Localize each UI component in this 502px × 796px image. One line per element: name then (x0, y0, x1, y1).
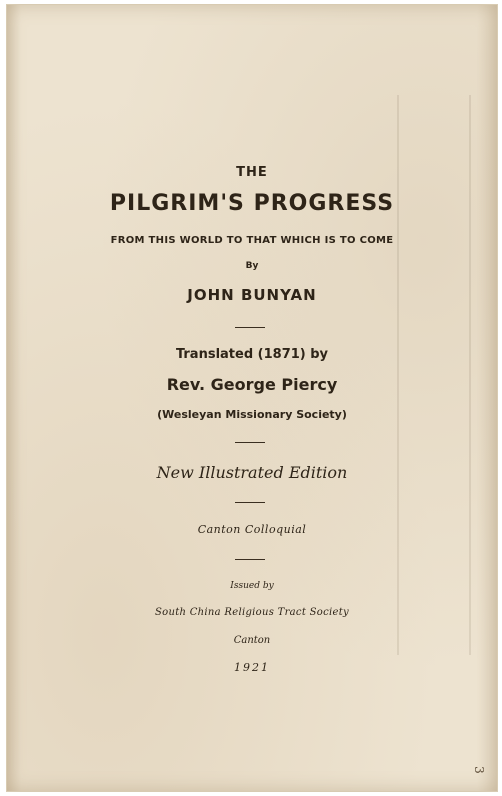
divider-rule (235, 442, 265, 443)
book-title: PILGRIM'S PROGRESS (109, 191, 395, 216)
by-label: By (245, 261, 259, 271)
issued-by-label: Issued by (230, 581, 274, 591)
publication-year: 1921 (234, 661, 270, 674)
divider-rule (235, 559, 265, 560)
dialect-label: Canton Colloquial (197, 523, 307, 536)
page-number: 3 (472, 766, 487, 774)
publisher-name: South China Religious Tract Society (154, 607, 349, 618)
translation-note: Translated (1871) by (175, 347, 329, 362)
title-page (6, 4, 498, 792)
translator-society: (Wesleyan Missionary Society) (157, 408, 347, 421)
divider-rule (235, 502, 265, 503)
title-article: THE (236, 165, 268, 180)
divider-rule (235, 327, 265, 328)
book-subtitle: FROM THIS WORLD TO THAT WHICH IS TO COME (110, 235, 394, 246)
publisher-city: Canton (233, 635, 271, 646)
author-name: JOHN BUNYAN (187, 286, 317, 304)
translator-name: Rev. George Piercy (166, 375, 338, 394)
edition-label: New Illustrated Edition (156, 463, 348, 482)
